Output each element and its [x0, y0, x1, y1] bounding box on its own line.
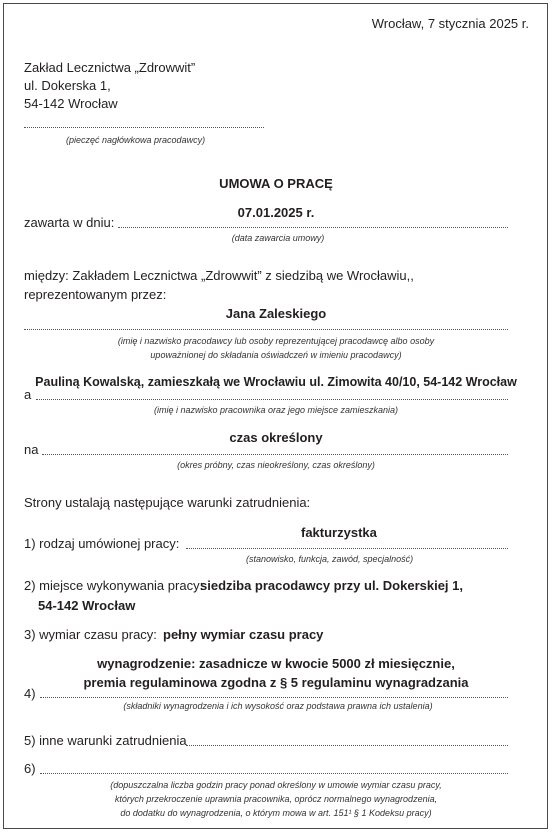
- employer-city: 54-142 Wrocław: [24, 96, 118, 111]
- term-hint: (okres próbny, czas nieokreślony, czas określony): [177, 460, 375, 470]
- stamp-hint: (pieczęć nagłówkowa pracodawcy): [66, 135, 206, 145]
- workplace-label: 2) miejsce wykonywania pracy:: [24, 578, 204, 593]
- overtime-hint-2: których przekroczenie uprawnia pracownika, oprócz normalnego wynagrodzenia,: [114, 794, 438, 804]
- place-date: Wrocław, 7 stycznia 2025 r.: [371, 16, 529, 31]
- contract-date-value: 07.01.2025 r.: [237, 205, 315, 220]
- work-type-hint: (stanowisko, funkcja, zawód, specjalność): [246, 554, 414, 564]
- contract-date-line: [118, 227, 508, 228]
- representative-line: [24, 329, 508, 330]
- workplace-value-2: 54-142 Wrocław: [38, 598, 136, 613]
- employer-name: Zakład Lecznictwa „Zdrowwit”: [24, 60, 196, 75]
- work-type-label: 1) rodzaj umówionej pracy:: [24, 536, 180, 551]
- represented-by-label: reprezentowanym przez:: [24, 287, 167, 302]
- contract-date-hint: (data zawarcia umowy): [231, 233, 325, 243]
- other-conditions-line: [186, 745, 508, 746]
- salary-hint: (składniki wynagrodzenia i ich wysokość oraz podstawa prawna ich ustalenia): [123, 701, 433, 711]
- work-type-line: [186, 548, 508, 549]
- representative-hint-2: upoważnionej do składania oświadczeń w imieniu pracodawcy): [150, 350, 402, 360]
- conditions-intro: Strony ustalają następujące warunki zatrudnienia:: [24, 495, 311, 510]
- employee-line: [36, 399, 508, 400]
- salary-value-2: premia regulaminowa zgodna z § 5 regulaminu wynagradzania: [83, 675, 469, 690]
- employment-term: czas określony: [229, 430, 323, 445]
- employee-hint: (imię i nazwisko pracownika oraz jego miejsce zamieszkania): [153, 405, 399, 415]
- representative-name: Jana Zaleskiego: [225, 306, 327, 321]
- employer-street: ul. Dokerska 1,: [24, 78, 111, 93]
- stamp-line: [24, 127, 264, 128]
- concluded-label: zawarta w dniu:: [24, 215, 115, 230]
- representative-hint-1: (imię i nazwisko pracodawcy lub osoby reprezentującej pracodawcę albo osoby: [117, 336, 435, 346]
- overtime-hint-3: do dodatku do wynagrodzenia, o którym mowa w art. 151¹ § 1 Kodeksu pracy): [120, 808, 432, 818]
- workplace-value-1: siedziba pracodawcy przy ul. Dokerskiej 1,: [200, 578, 463, 593]
- overtime-line: [40, 773, 508, 774]
- overtime-hint-1: (dopuszczalna liczba godzin pracy ponad określony w umowie wymiar czasu pracy,: [110, 780, 442, 790]
- salary-line: [40, 697, 508, 698]
- between-text: między: Zakładem Lecznictwa „Zdrowwit” z siedzibą we Wrocławiu,,: [24, 268, 414, 283]
- salary-label: 4): [24, 686, 36, 701]
- and-label: a: [24, 387, 32, 402]
- employee-details: Pauliną Kowalską, zamieszkałą we Wrocławiu ul. Zimowita 40/10, 54-142 Wrocław: [35, 375, 517, 389]
- working-time-value: pełny wymiar czasu pracy: [163, 627, 324, 642]
- term-line: [42, 454, 508, 455]
- salary-value-1: wynagrodzenie: zasadnicze w kwocie 5000 zł miesięcznie,: [97, 656, 455, 671]
- other-conditions-label: 5) inne warunki zatrudnienia: [24, 733, 187, 748]
- document-title: UMOWA O PRACĘ: [219, 176, 333, 191]
- for-label: na: [24, 442, 39, 457]
- overtime-label: 6): [24, 761, 36, 776]
- work-type-value: fakturzystka: [301, 525, 377, 540]
- working-time-label: 3) wymiar czasu pracy:: [24, 627, 157, 642]
